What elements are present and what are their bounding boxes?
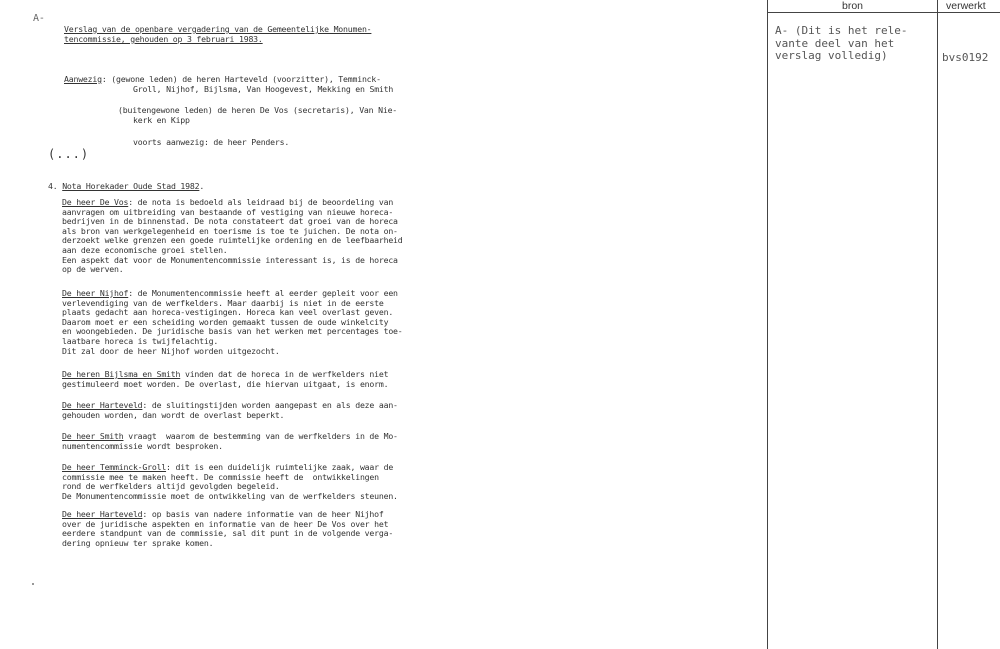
speaker-name: De heer Nijhof [62,288,129,298]
speaker-name: De heer De Vos [62,197,129,207]
speech-line: over de juridische aspekten en informatie van de heer De Vos over het [62,518,389,529]
speech-line: numentencommissie wordt besproken. [62,440,223,451]
column-header-processed: verwerkt [946,0,986,12]
attendance-extra-line-2: kerk en Kipp [133,115,190,125]
speech-line: aan deze economische groei stellen. [62,244,228,255]
speaker-name: De heren Bijlsma en Smith [62,369,181,379]
source-note-line: vante deel van het [775,36,895,50]
corner-mark: A- [33,13,45,24]
speech-line: vraagt waarom de bestemming van de werfkelders in de Mo- [123,431,398,441]
speech-line: op de werven. [62,264,124,275]
speech-de-vos [62,198,403,275]
speech-bijlsma-smith [62,370,388,389]
speech-line: derzoekt welke grenzen een goede ruimtelijke ordening en de leefbaarheid [62,235,403,246]
speech-line: : op basis van nadere informatie van de heer Nijhof [142,509,384,519]
column-divider-left [767,0,768,649]
speech-line: : dit is een duidelijk ruimtelijke zaak, waar de [166,462,394,472]
column-divider-right [937,0,938,649]
speech-line: dering opnieuw ter sprake komen. [62,537,214,548]
speech-line: Daarom moet er een scheiding worden gemaakt tussen de oude winkelcity [62,316,389,327]
speech-harteveld-1 [62,401,398,420]
speech-line: De Monumentencommissie moet de ontwikkeling van de werfkelders steunen. [62,490,398,501]
agenda-item-title-end: . [199,181,205,191]
source-note-line: A- (Dit is het rele- [775,24,908,37]
source-note-line: verslag volledig) [775,49,888,62]
attendance-label: Aanwezig [64,74,102,84]
speech-smith [62,432,398,451]
agenda-item-title: Nota Horekader Oude Stad 1982 [62,181,200,191]
source-note [775,25,907,63]
speech-nijhof [62,289,403,356]
speech-line: Een aspekt dat voor de Monumentencommissie interessant is, is de horeca [62,254,398,265]
attendance-regular-line-1: : (gewone leden) de heren Harteveld (voorzitter), Temminck- [101,74,381,84]
speech-line: gehouden worden, dan wordt de overlast beperkt. [62,409,285,420]
speech-line: eerdere standpunt van de commissie, sal dit punt in de volgende verga- [62,528,394,539]
speech-line: : de nota is bedoeld als leidraad bij de beoordeling van [128,197,394,207]
speech-line: laatbare horeca is twijfelachtig. [62,335,219,346]
report-title-line-1: Verslag van de openbare vergadering van de Gemeentelijke Monumen- [64,24,372,34]
speech-line: vinden dat de horeca in de werfkelders niet [180,369,389,379]
agenda-item-heading [48,182,204,192]
speech-line: aanvragen om uitbreiding van bestaande of vestiging van nieuwe horeca- [62,206,394,217]
speech-line: : de Monumentencommissie heeft al eerder gepleit voor een [128,288,398,298]
speaker-name: De heer Harteveld [62,509,143,519]
speech-line: bedrijven in de binnenstad. De nota constateert dat groei van de horeca [62,216,398,227]
speaker-name: De heer Temminck-Groll [62,462,167,472]
speech-line: plaats gedacht aan horeca-vestigingen. Horeca kan veel overlast geven. [62,307,394,318]
attendance-regular-line-2: Groll, Nijhof, Bijlsma, Van Hoogevest, Mekking en Smith [133,84,394,94]
speech-line: verlevendiging van de werfkelders. Maar daarbij is niet in de eerste [62,297,384,308]
speech-line: Dit zal door de heer Nijhof worden uitgezocht. [62,345,280,356]
speech-line: gestimuleerd moet worden. De overlast, die hiervan uitgaat, is enorm. [62,378,389,389]
speech-line: commissie mee te maken heeft. De commissie heeft de ontwikkelingen [62,471,379,482]
attendance-extra-line-1: (buitengewone leden) de heren De Vos (secretaris), Van Nie- [118,105,398,115]
speaker-name: De heer Harteveld [62,400,143,410]
speech-harteveld-2 [62,510,393,548]
margin-dot [32,583,34,585]
column-header-source: bron [842,0,864,12]
report-title-line-2: tencommissie, gehouden op 3 februari 1983. [64,34,263,44]
speaker-name: De heer Smith [62,431,124,441]
omission-marker: (...) [48,147,90,161]
speech-temminck-groll [62,463,398,501]
processed-code: bvs0192 [942,51,989,64]
speech-line: als bron van werkgelegenheid en toerisme is toe te juichen. De nota on- [62,225,398,236]
speech-line: rond de werfkelders altijd gevolgden begeleid. [62,481,280,492]
header-rule [767,12,1000,13]
speech-line: : de sluitingstijden worden aangepast en als deze aan- [142,400,398,410]
agenda-item-number: 4. [48,181,58,191]
also-present-line: voorts aanwezig: de heer Penders. [133,137,290,147]
speech-line: en woongebieden. De juridische basis van het werken met percentages toe- [62,326,403,337]
